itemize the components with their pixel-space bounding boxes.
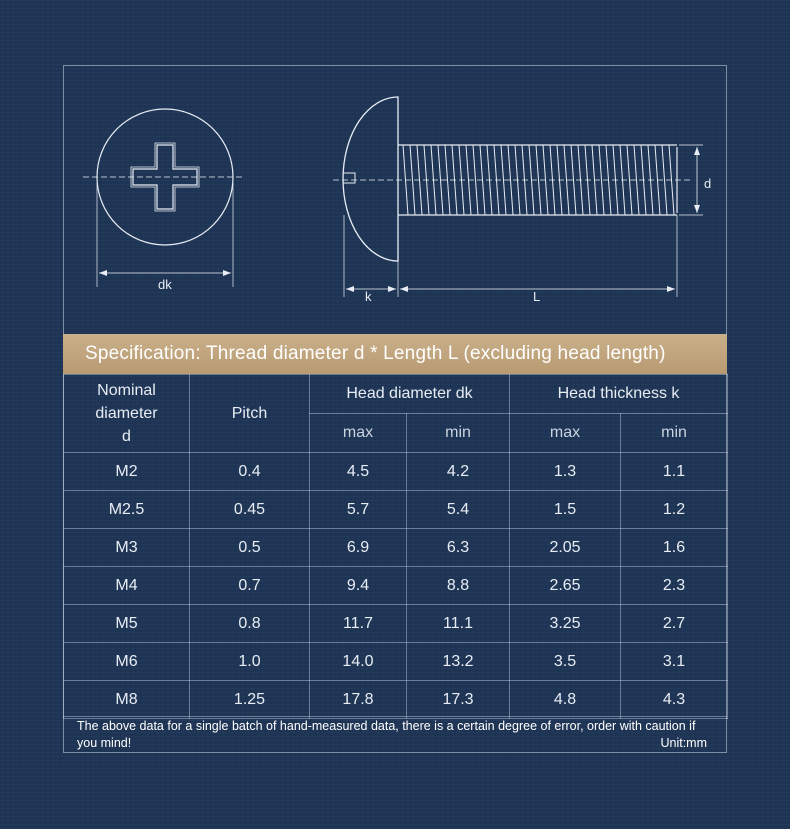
header-k-min: min [621,414,728,453]
header-dk-max: max [310,414,407,453]
cell-nominal: M4 [64,567,190,605]
cell-pitch: 0.45 [190,491,310,529]
cell-k-min: 1.6 [621,529,728,567]
cell-dk-max: 11.7 [310,605,407,643]
cell-k-min: 2.7 [621,605,728,643]
cell-k-min: 2.3 [621,567,728,605]
cell-nominal: M2 [64,453,190,491]
unit-label: Unit:mm [660,736,707,750]
screw-diagram [63,65,727,333]
cell-dk-max: 5.7 [310,491,407,529]
cell-dk-min: 13.2 [407,643,510,681]
cell-dk-max: 17.8 [310,681,407,719]
header-dk-min: min [407,414,510,453]
table-row [64,681,728,719]
table-row [64,491,728,529]
cell-pitch: 0.5 [190,529,310,567]
cell-dk-max: 9.4 [310,567,407,605]
cell-dk-max: 14.0 [310,643,407,681]
cell-k-max: 1.3 [510,453,621,491]
cell-dk-min: 6.3 [407,529,510,567]
cell-k-max: 2.05 [510,529,621,567]
cell-pitch: 1.0 [190,643,310,681]
cell-pitch: 0.7 [190,567,310,605]
head-side-view [343,97,398,261]
cell-k-max: 1.5 [510,491,621,529]
screw-technical-drawing [63,65,727,333]
cell-dk-min: 5.4 [407,491,510,529]
table-row [64,605,728,643]
header-k-max: max [510,414,621,453]
cell-dk-min: 8.8 [407,567,510,605]
dk-label: dk [158,277,172,292]
cell-k-min: 3.1 [621,643,728,681]
cell-dk-min: 17.3 [407,681,510,719]
cell-pitch: 1.25 [190,681,310,719]
table-row [64,453,728,491]
k-label: k [365,289,372,304]
cell-pitch: 0.8 [190,605,310,643]
cell-k-max: 3.5 [510,643,621,681]
header-head-thickness: Head thickness k [510,375,728,414]
cell-nominal: M6 [64,643,190,681]
disclaimer-note [63,716,727,753]
header-head-diameter: Head diameter dk [310,375,510,414]
cell-k-max: 4.8 [510,681,621,719]
cell-k-min: 1.1 [621,453,728,491]
specification-banner: Specification: Thread diameter d * Length L (excluding head length) [63,334,727,374]
cell-k-max: 2.65 [510,567,621,605]
cell-nominal: M8 [64,681,190,719]
cell-dk-max: 4.5 [310,453,407,491]
header-nominal-diameter: Nominal diameter d [64,375,190,453]
table-row [64,643,728,681]
d-label: d [704,176,712,191]
cell-dk-min: 4.2 [407,453,510,491]
cell-k-min: 4.3 [621,681,728,719]
cell-nominal: M2.5 [64,491,190,529]
spec-table [63,374,728,719]
L-label: L [533,289,541,304]
cell-k-min: 1.2 [621,491,728,529]
cell-nominal: M3 [64,529,190,567]
cell-pitch: 0.4 [190,453,310,491]
cell-k-max: 3.25 [510,605,621,643]
cell-nominal: M5 [64,605,190,643]
table-row [64,567,728,605]
header-pitch: Pitch [190,375,310,453]
table-row [64,529,728,567]
disclaimer-text: The above data for a single batch of hand-measured data, there is a certain degree of error, order with caution if you mind! [77,719,696,750]
head-slot [343,173,355,183]
cell-dk-min: 11.1 [407,605,510,643]
cell-dk-max: 6.9 [310,529,407,567]
